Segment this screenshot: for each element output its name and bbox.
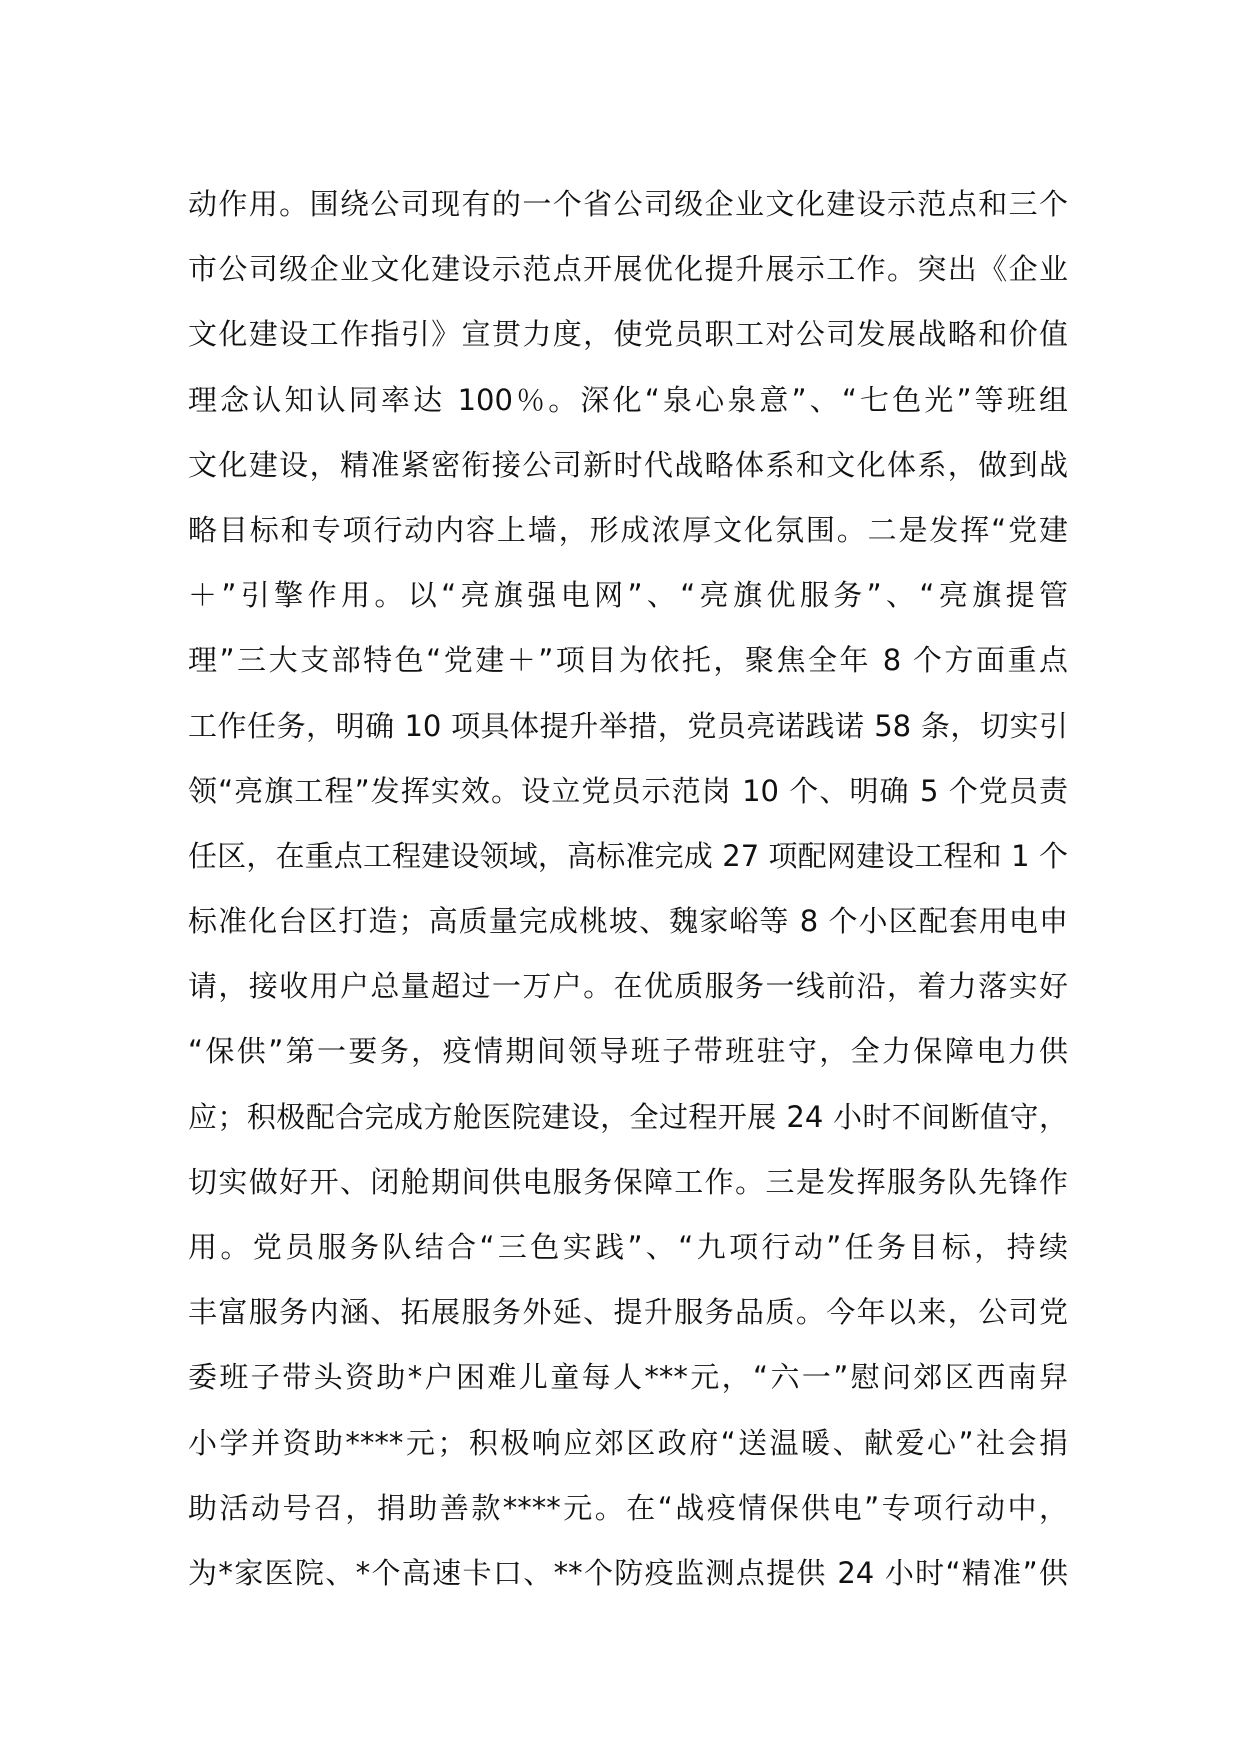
text-line: 应；积极配合完成方舱医院建设，全过程开展 24 小时不间断值守， [188, 1099, 1068, 1134]
text-line: 任区，在重点工程建设领域，高标准完成 27 项配网建设工程和 1 个 [188, 838, 1068, 873]
text-line: 丰富服务内涵、拓展服务外延、提升服务品质。今年以来，公司党 [188, 1295, 1068, 1330]
text-line: 切实做好开、闭舱期间供电服务保障工作。三是发挥服务队先锋作 [188, 1164, 1068, 1199]
text-line: 委班子带头资助*户困难儿童每人***元，“六一”慰问郊区西南舁 [188, 1360, 1068, 1395]
text-line: 小学并资助****元；积极响应郊区政府“送温暖、献爱心”社会捐 [188, 1425, 1068, 1460]
text-line: 为*家医院、*个高速卡口、**个防疫监测点提供 24 小时“精准”供 [188, 1555, 1068, 1590]
text-line: 工作任务，明确 10 项具体提升举措，党员亮诺践诺 58 条，切实引 [188, 708, 1068, 743]
text-line: 文化建设，精准紧密衔接公司新时代战略体系和文化体系，做到战 [188, 447, 1068, 482]
text-line: 略目标和专项行动内容上墙，形成浓厚文化氛围。二是发挥“党建 [188, 512, 1068, 547]
text-line: 标准化台区打造；高质量完成桃坡、魏家峪等 8 个小区配套用电申 [188, 904, 1068, 939]
text-line: 理”三大支部特色“党建＋”项目为依托，聚焦全年 8 个方面重点 [188, 643, 1068, 678]
text-line: 助活动号召，捐助善款****元。在“战疫情保供电”专项行动中， [188, 1490, 1068, 1525]
text-line: 用。党员服务队结合“三色实践”、“九项行动”任务目标，持续 [188, 1230, 1068, 1264]
text-line: 文化建设工作指引》宣贯力度，使党员职工对公司发展战略和价值 [188, 317, 1068, 352]
text-line: 市公司级企业文化建设示范点开展优化提升展示工作。突出《企业 [188, 252, 1068, 287]
text-line: 动作用。围绕公司现有的一个省公司级企业文化建设示范点和三个 [188, 187, 1068, 221]
text-line: “保供”第一要务，疫情期间领导班子带班驻守，全力保障电力供 [188, 1034, 1068, 1069]
text-line: ＋”引擎作用。以“亮旗强电网”、“亮旗优服务”、“亮旗提管 [188, 578, 1068, 613]
text-line: 请，接收用户总量超过一万户。在优质服务一线前沿，着力落实好 [188, 969, 1068, 1004]
text-line: 领“亮旗工程”发挥实效。设立党员示范岗 10 个、明确 5 个党员责 [188, 773, 1068, 808]
text-line: 理念认知认同率达 100％。深化“泉心泉意”、“七色光”等班组 [188, 382, 1068, 417]
body-text [188, 172, 1068, 1606]
